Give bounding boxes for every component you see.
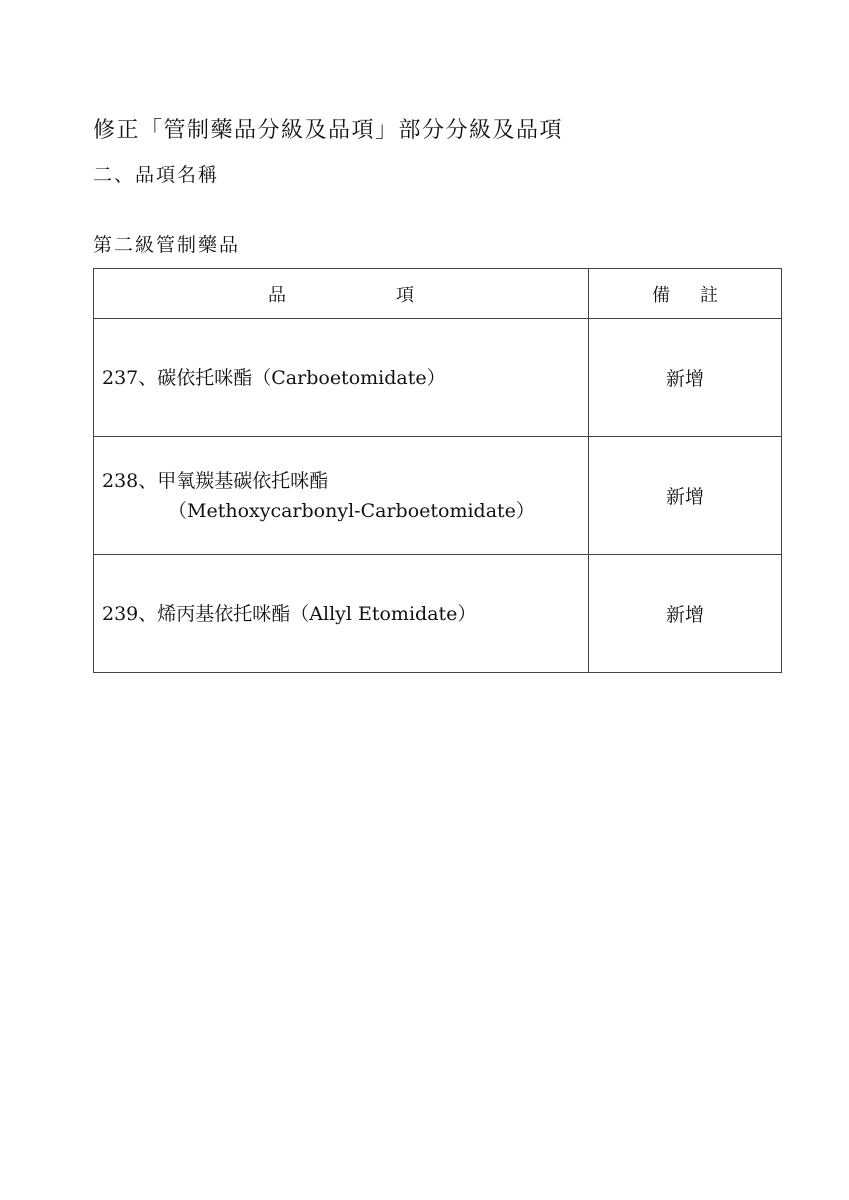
- note-cell: 新增: [589, 319, 782, 437]
- item-header-char-2: 項: [396, 284, 414, 306]
- controlled-drug-table: [93, 268, 782, 673]
- item-name: 237、碳依托咪酯（Carboetomidate）: [102, 366, 446, 389]
- item-column-header: [94, 269, 589, 319]
- note-header-char-2: 註: [700, 284, 718, 306]
- note-column-header: [589, 269, 782, 319]
- item-cell: [94, 437, 589, 555]
- table-row: [94, 319, 782, 437]
- table-header-row: [94, 269, 782, 319]
- item-cell: [94, 555, 589, 673]
- item-name: 239、烯丙基依托咪酯（Allyl Etomidate）: [102, 602, 477, 625]
- table-row: [94, 555, 782, 673]
- item-cell: [94, 319, 589, 437]
- section-heading: 二、品項名稱: [93, 164, 220, 186]
- document-title: 修正「管制藥品分級及品項」部分分級及品項: [93, 118, 564, 143]
- note-cell: 新增: [589, 555, 782, 673]
- note-header-char-1: 備: [652, 284, 670, 306]
- table-row: [94, 437, 782, 555]
- item-header-char-1: 品: [268, 284, 286, 306]
- schedule-heading: 第二級管制藥品: [93, 234, 241, 256]
- item-name-english: （Methoxycarbonyl-Carboetomidate）: [168, 499, 535, 522]
- item-name: 238、甲氧羰基碳依托咪酯: [102, 469, 329, 492]
- note-cell: 新增: [589, 437, 782, 555]
